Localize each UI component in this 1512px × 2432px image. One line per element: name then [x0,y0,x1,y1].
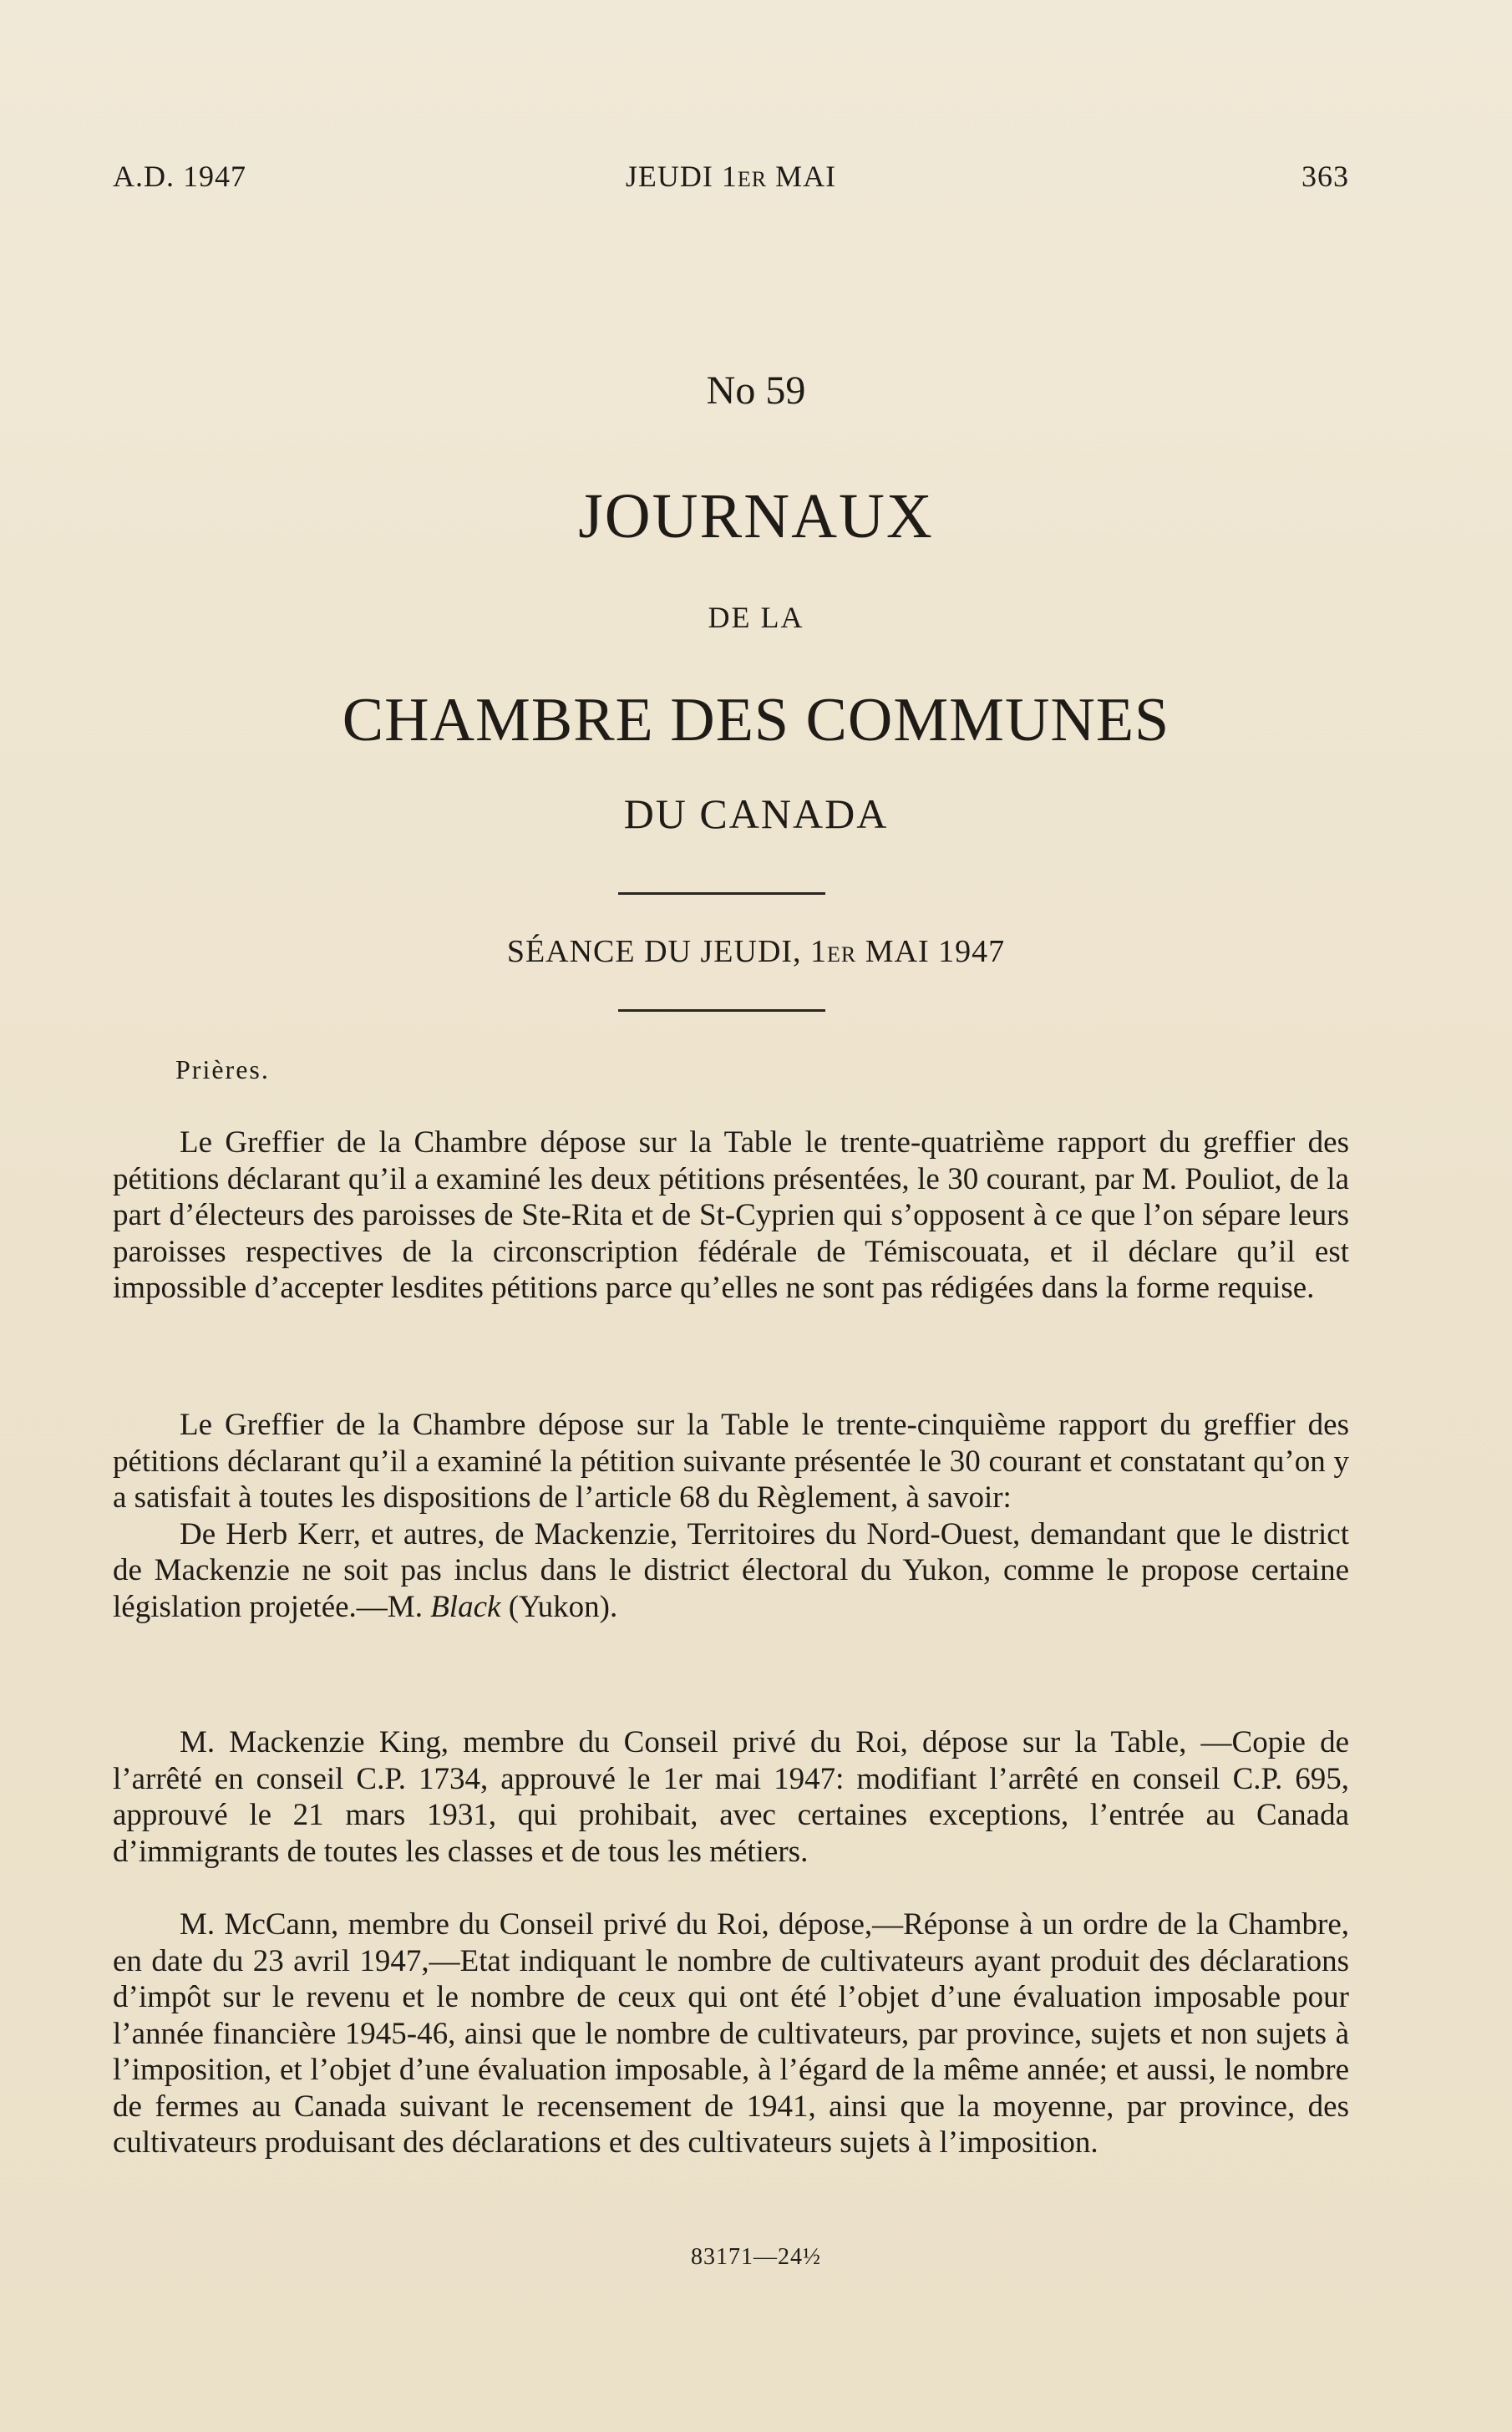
sitting-heading-superscript: ER [827,942,857,967]
paragraph-report-intro [113,1407,1349,1516]
header-date [113,159,1349,194]
paragraph-text: M. McCann, membre du Conseil privé du Roi, dépose,—Réponse à un ordre de la Chambre, en date du 23 avril 1947,—Etat indiquant le nombre de cultivateurs ayant produit des déclarations d’impôt sur le revenu et le nombre de ceux qui ont été l’objet d’une évaluation imposable pour l’année financière 1945-46, ainsi que le nombre de cultivateurs, par province, sujets et non sujets à l’imposition, et l’objet d’une évaluation imposable, à l’égard de la même année; et aussi, le nombre de fermes au Canada suivant le recensement de 1941, ainsi que la moyenne, par province, des cultivateurs produisant des déclarations et des cultivateurs sujets à l’imposition. [113,1907,1349,2160]
paragraph-clerk-report-35 [113,1407,1349,1625]
prayers-heading: Prières. [175,1054,270,1084]
header-year: A.D. 1947 [113,160,246,193]
printer-code: 83171—24½ [691,2244,821,2270]
paragraph-text: De Herb Kerr, et autres, de Mackenzie, Territoires du Nord-Ouest, demandant que le district de Mackenzie ne soit pas inclus dans le district électoral du Yukon, comme le propose certaine législation projetée.—M. [113,1516,1349,1624]
issue-number: No 59 [706,368,806,413]
divider-rule-bottom [618,1009,825,1012]
running-head [113,159,1349,201]
paragraph-text: M. Mackenzie King, membre du Conseil privé du Roi, dépose sur la Table, —Copie de l’arrêté en conseil C.P. 1734, approuvé le 1er mai 1947: modifiant l’arrêté en conseil C.P. 695, approuvé le 21 mars 1931, qui prohibait, avec certaines exceptions, l’entrée au Canada d’immigrants de toutes les classes et de tous les métiers. [113,1725,1349,1869]
paragraph-text: Le Greffier de la Chambre dépose sur la Table le trente-cinquième rapport du greffier des pétitions déclarant qu’il a examiné la pétition suivante présentée le 30 courant et constatant qu’on y a satisfait à toutes les dispositions de l’article 68 du Règlement, à savoir: [113,1408,1349,1515]
sitting-heading [0,933,1512,970]
header-date-main: JEUDI 1 [625,160,738,193]
divider-rule-top [618,892,825,895]
header-date-superscript: ER [737,167,768,191]
title-de-la: DE LA [708,601,804,634]
journal-title: JOURNAUX [578,481,934,551]
paragraph-text: Le Greffier de la Chambre dépose sur la Table le trente-quatrième rapport du greffier des pétitions déclarant qu’il a examiné les deux pétitions présentées, le 30 courant, par M. Pouliot, de la part d’électeurs des paroisses de Ste-Rita et de St-Cyprien qui s’opposent à ce que l’on sépare leurs paroisses respectives de la circonscription fédérale de Témiscouata, et il déclare qu’il est impossible d’accepter lesdites pétitions parce qu’elles ne sont pas rédigées dans la forme requise. [113,1125,1349,1305]
chamber-name: CHAMBRE DES COMMUNES [342,686,1170,754]
header-date-end: MAI [767,160,837,193]
member-name: Black [430,1589,501,1624]
paragraph-order-in-council [113,1724,1349,1870]
paragraph-clerk-report-34 [113,1125,1349,1307]
page-number: 363 [1301,160,1349,193]
sitting-heading-part2: MAI 1947 [856,934,1006,969]
sitting-heading-part1: SÉANCE DU JEUDI, 1 [506,934,828,969]
title-du-canada: DU CANADA [623,790,889,837]
paragraph-petition-detail [113,1516,1349,1626]
paragraph-return-farmers [113,1907,1349,2161]
paragraph-text-end: (Yukon). [500,1589,618,1624]
